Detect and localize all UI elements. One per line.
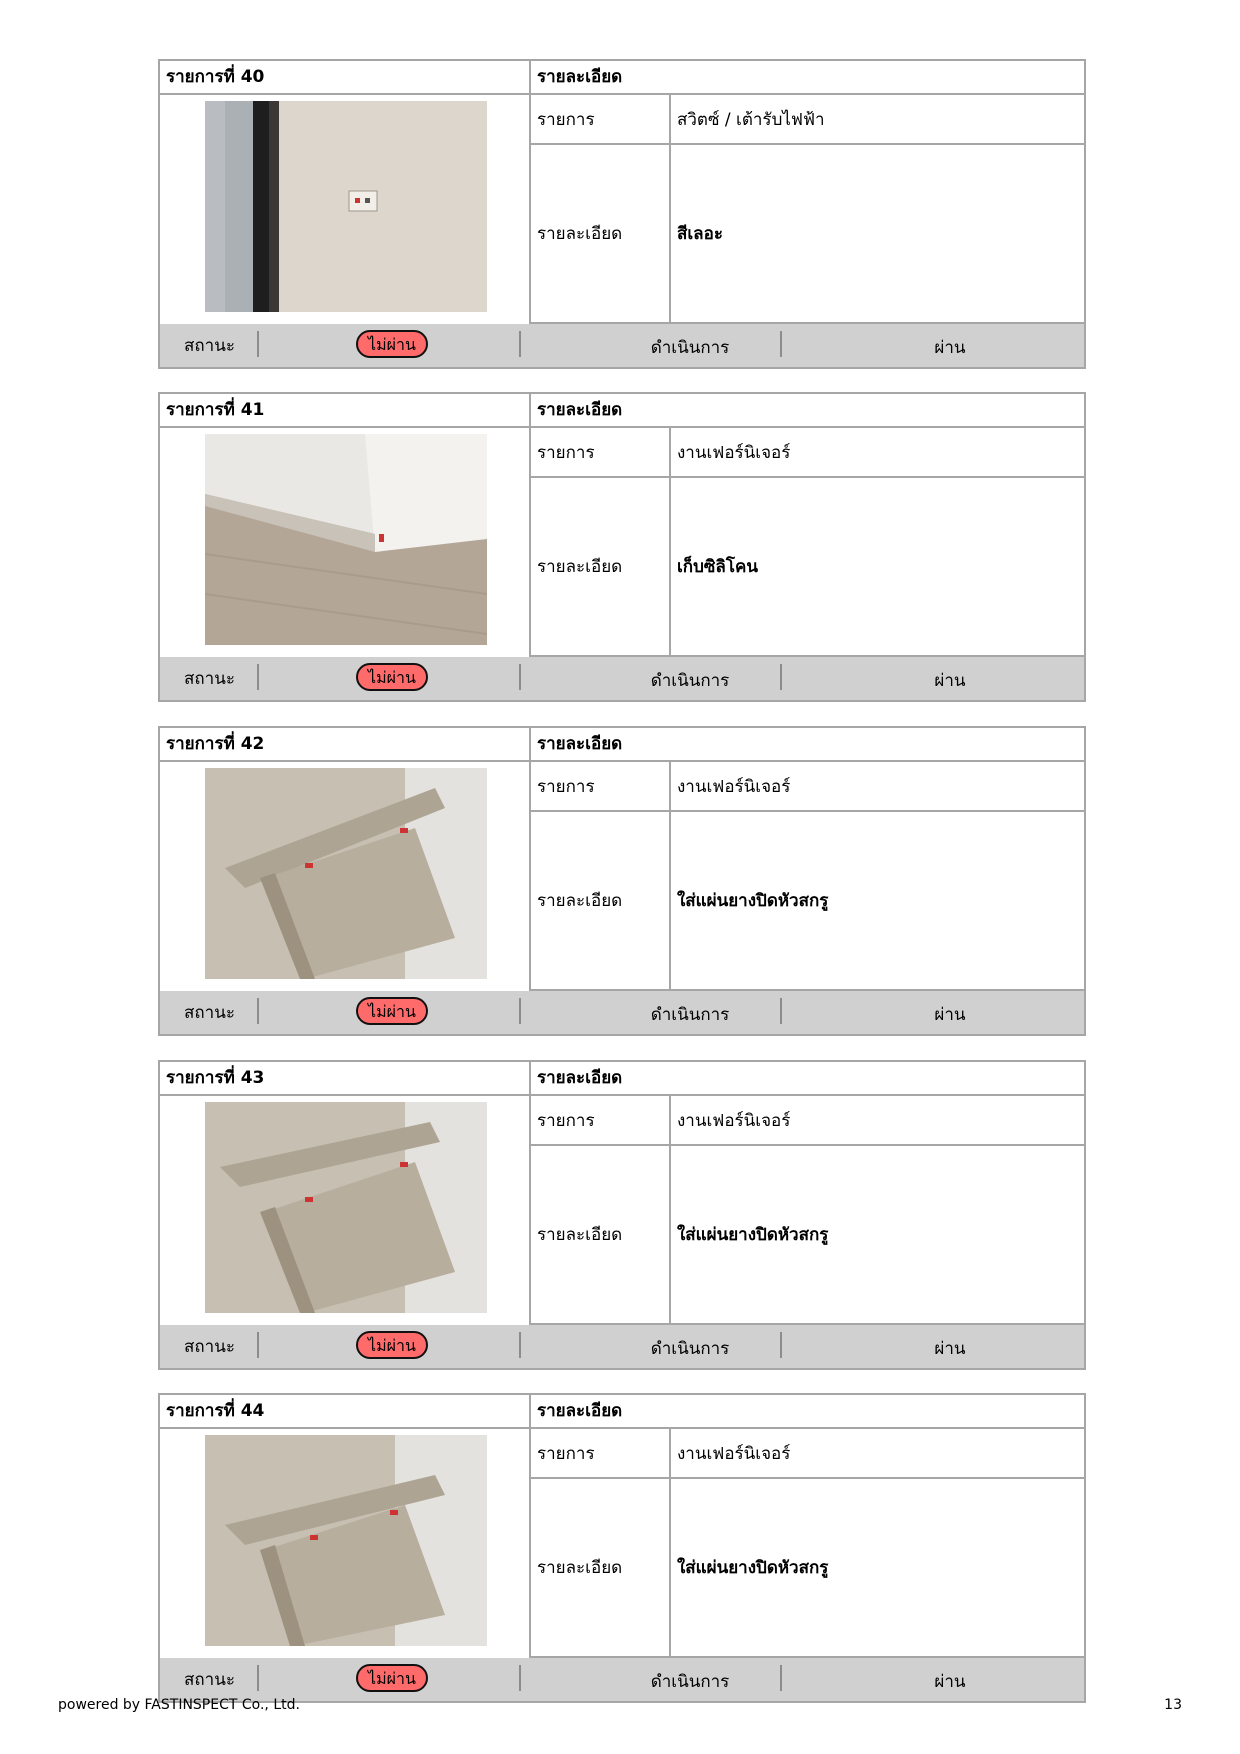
status-pass-option[interactable]: ผ่าน bbox=[934, 1339, 966, 1359]
status-fail-badge[interactable]: ไม่ผ่าน bbox=[356, 330, 428, 358]
item-label: รายการ bbox=[531, 428, 671, 478]
status-in-progress-option[interactable]: ดำเนินการ bbox=[650, 1672, 730, 1692]
status-bar bbox=[160, 657, 1084, 700]
photo-cell bbox=[160, 95, 531, 324]
detail-value: ใส่แผ่นยางปิดหัวสกรู bbox=[671, 812, 1084, 991]
detail-label: รายละเอียด bbox=[531, 478, 671, 657]
separator bbox=[519, 998, 521, 1024]
photo-cell bbox=[160, 762, 531, 991]
status-in-progress-option[interactable]: ดำเนินการ bbox=[650, 1005, 730, 1025]
inspection-item-card bbox=[158, 392, 1086, 702]
page-number: 13 bbox=[1164, 1697, 1182, 1713]
inspection-item-card bbox=[158, 1060, 1086, 1370]
inspection-photo[interactable] bbox=[205, 1435, 487, 1646]
item-number-header: รายการที่ 43 bbox=[160, 1062, 531, 1096]
status-label: สถานะ bbox=[184, 336, 235, 356]
details-header: รายละเอียด bbox=[531, 728, 1084, 762]
separator bbox=[519, 1665, 521, 1691]
item-number-header: รายการที่ 44 bbox=[160, 1395, 531, 1429]
separator bbox=[780, 1665, 782, 1691]
separator bbox=[257, 664, 259, 690]
item-number-header: รายการที่ 41 bbox=[160, 394, 531, 428]
detail-value: สีเลอะ bbox=[671, 145, 1084, 324]
item-value: งานเฟอร์นิเจอร์ bbox=[671, 428, 1084, 478]
separator bbox=[780, 1332, 782, 1358]
status-fail-badge[interactable]: ไม่ผ่าน bbox=[356, 1331, 428, 1359]
status-fail-badge[interactable]: ไม่ผ่าน bbox=[356, 997, 428, 1025]
separator bbox=[257, 1665, 259, 1691]
status-pass-option[interactable]: ผ่าน bbox=[934, 338, 966, 358]
detail-label: รายละเอียด bbox=[531, 1479, 671, 1658]
status-bar bbox=[160, 991, 1084, 1034]
details-header: รายละเอียด bbox=[531, 61, 1084, 95]
status-fail-badge[interactable]: ไม่ผ่าน bbox=[356, 1664, 428, 1692]
item-label: รายการ bbox=[531, 1096, 671, 1146]
inspection-photo[interactable] bbox=[205, 1102, 487, 1313]
photo-cell bbox=[160, 1429, 531, 1658]
status-in-progress-option[interactable]: ดำเนินการ bbox=[650, 338, 730, 358]
item-label: รายการ bbox=[531, 95, 671, 145]
item-number-header: รายการที่ 42 bbox=[160, 728, 531, 762]
inspection-item-card bbox=[158, 726, 1086, 1036]
item-label: รายการ bbox=[531, 1429, 671, 1479]
details-header: รายละเอียด bbox=[531, 394, 1084, 428]
detail-value: เก็บซิลิโคน bbox=[671, 478, 1084, 657]
detail-label: รายละเอียด bbox=[531, 1146, 671, 1325]
status-in-progress-option[interactable]: ดำเนินการ bbox=[650, 671, 730, 691]
item-value: งานเฟอร์นิเจอร์ bbox=[671, 1096, 1084, 1146]
status-bar bbox=[160, 1658, 1084, 1701]
status-bar bbox=[160, 324, 1084, 367]
status-pass-option[interactable]: ผ่าน bbox=[934, 1005, 966, 1025]
item-value: งานเฟอร์นิเจอร์ bbox=[671, 762, 1084, 812]
details-header: รายละเอียด bbox=[531, 1395, 1084, 1429]
item-number-header: รายการที่ 40 bbox=[160, 61, 531, 95]
inspection-photo[interactable] bbox=[205, 768, 487, 979]
status-fail-badge[interactable]: ไม่ผ่าน bbox=[356, 663, 428, 691]
separator bbox=[257, 331, 259, 357]
inspection-item-card bbox=[158, 59, 1086, 369]
inspection-photo[interactable] bbox=[205, 101, 487, 312]
separator bbox=[257, 1332, 259, 1358]
separator bbox=[519, 331, 521, 357]
detail-value: ใส่แผ่นยางปิดหัวสกรู bbox=[671, 1479, 1084, 1658]
details-header: รายละเอียด bbox=[531, 1062, 1084, 1096]
photo-cell bbox=[160, 428, 531, 657]
separator bbox=[780, 331, 782, 357]
detail-label: รายละเอียด bbox=[531, 145, 671, 324]
separator bbox=[780, 664, 782, 690]
photo-cell bbox=[160, 1096, 531, 1325]
separator bbox=[519, 1332, 521, 1358]
status-label: สถานะ bbox=[184, 1670, 235, 1690]
status-label: สถานะ bbox=[184, 1337, 235, 1357]
status-label: สถานะ bbox=[184, 669, 235, 689]
status-bar bbox=[160, 1325, 1084, 1368]
item-label: รายการ bbox=[531, 762, 671, 812]
separator bbox=[257, 998, 259, 1024]
inspection-item-card bbox=[158, 1393, 1086, 1703]
detail-label: รายละเอียด bbox=[531, 812, 671, 991]
detail-value: ใส่แผ่นยางปิดหัวสกรู bbox=[671, 1146, 1084, 1325]
status-in-progress-option[interactable]: ดำเนินการ bbox=[650, 1339, 730, 1359]
status-pass-option[interactable]: ผ่าน bbox=[934, 671, 966, 691]
separator bbox=[519, 664, 521, 690]
footer-powered-by: powered by FASTINSPECT Co., Ltd. bbox=[58, 1697, 300, 1713]
item-value: งานเฟอร์นิเจอร์ bbox=[671, 1429, 1084, 1479]
status-label: สถานะ bbox=[184, 1003, 235, 1023]
inspection-photo[interactable] bbox=[205, 434, 487, 645]
item-value: สวิตซ์ / เต้ารับไฟฟ้า bbox=[671, 95, 1084, 145]
separator bbox=[780, 998, 782, 1024]
status-pass-option[interactable]: ผ่าน bbox=[934, 1672, 966, 1692]
